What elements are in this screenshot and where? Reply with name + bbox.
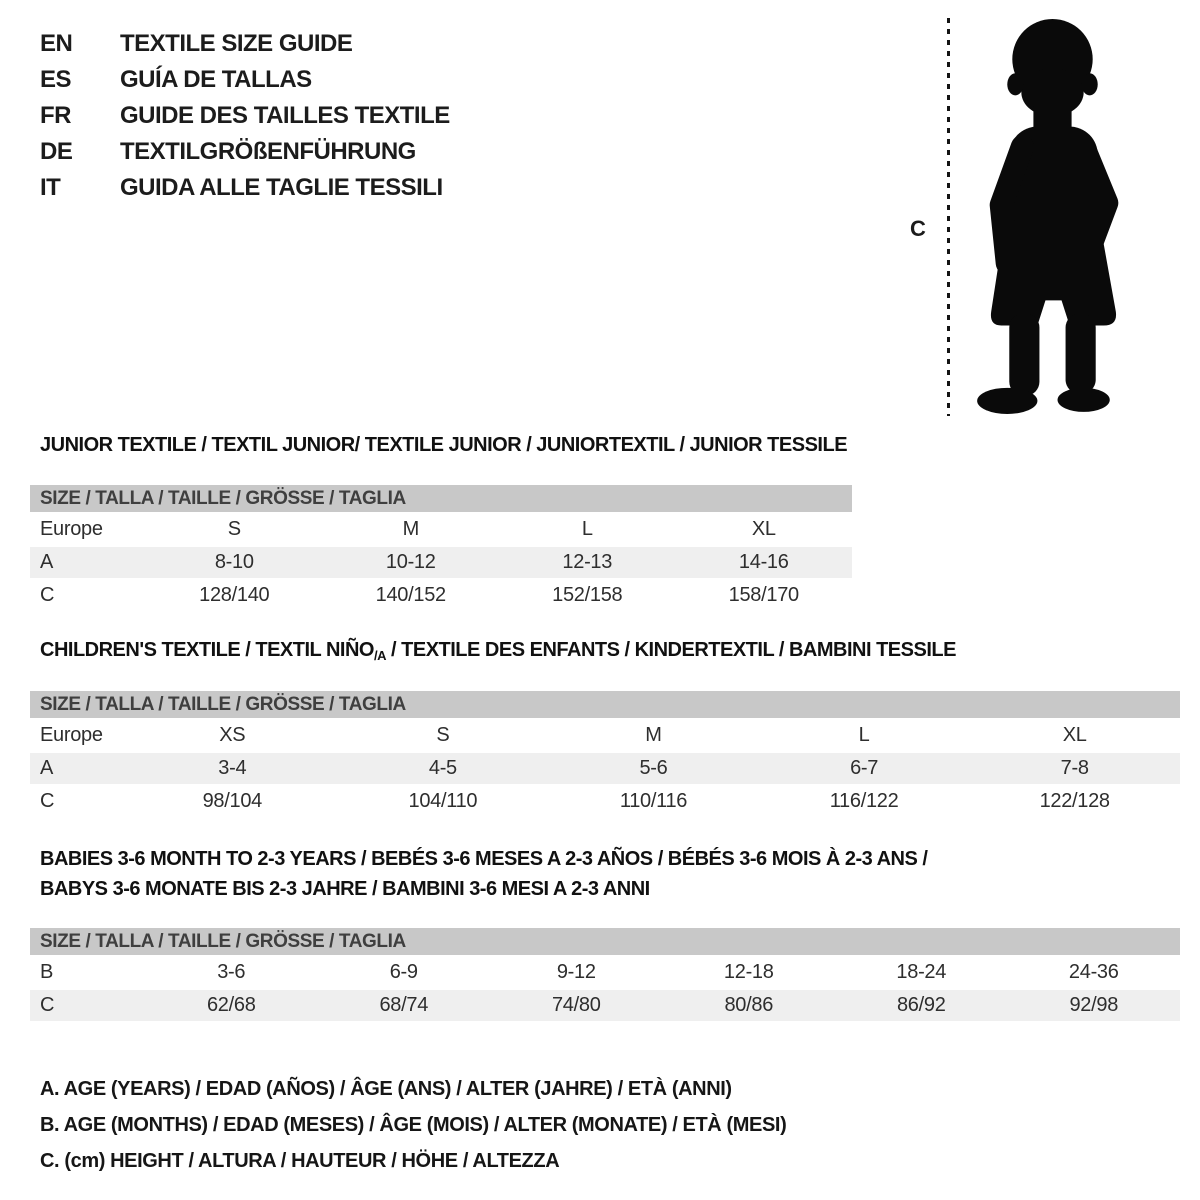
table-cell: L <box>581 518 593 540</box>
table-cell: 110/116 <box>619 790 688 812</box>
language-row <box>40 170 450 206</box>
toddler-silhouette-icon <box>965 14 1140 426</box>
table-row <box>30 753 1180 784</box>
legend-line-c: C. (cm) HEIGHT / ALTURA / HAUTEUR / HÖHE / ALTEZZA <box>40 1150 560 1172</box>
table-cell: 62/68 <box>206 994 256 1016</box>
legend-block <box>40 1071 786 1179</box>
table-cell: 104/110 <box>408 790 478 812</box>
babies-table-rows <box>30 957 1180 1021</box>
table-cell: 10-12 <box>385 551 436 573</box>
table-cell: 6-9 <box>389 961 418 983</box>
table-cell: 12-13 <box>562 551 613 573</box>
table-cell: S <box>227 518 241 540</box>
table-cell: 3-6 <box>217 961 246 983</box>
table-cell: 18-24 <box>896 961 947 983</box>
table-cell: XL <box>1062 724 1087 746</box>
table-cell: 9-12 <box>556 961 596 983</box>
guide-title: GUIDA ALLE TAGLIE TESSILI <box>120 174 443 201</box>
table-cell: 4-5 <box>428 757 457 779</box>
row-label: A <box>40 757 54 779</box>
table-cell: 12-18 <box>723 961 774 983</box>
section-title-babies-line1: BABIES 3-6 MONTH TO 2-3 YEARS / BEBÉS 3-6 MESES A 2-3 AÑOS / BÉBÉS 3-6 MOIS À 2-3 ANS / <box>40 848 928 870</box>
babies-size-table <box>30 928 1180 1021</box>
row-label: Europe <box>40 724 103 746</box>
table-cell: 158/170 <box>728 584 799 606</box>
section-title-children <box>40 639 956 663</box>
table-cell: 68/74 <box>379 994 429 1016</box>
table-cell: 116/122 <box>829 790 899 812</box>
language-row <box>40 26 450 62</box>
table-row <box>30 990 1180 1021</box>
row-label: Europe <box>40 518 103 540</box>
language-row <box>40 62 450 98</box>
language-code: DE <box>40 138 73 165</box>
section-title-children-sub: /A <box>373 648 386 663</box>
guide-title: TEXTILGRÖßENFÜHRUNG <box>120 138 416 165</box>
row-label: C <box>40 790 55 812</box>
section-title-junior: JUNIOR TEXTILE / TEXTIL JUNIOR/ TEXTILE JUNIOR / JUNIORTEXTIL / JUNIOR TESSILE <box>40 434 848 456</box>
table-cell: XS <box>219 724 246 746</box>
language-code: ES <box>40 66 72 93</box>
table-cell: 3-4 <box>218 757 247 779</box>
table-cell: M <box>402 518 419 540</box>
table-cell: 7-8 <box>1060 757 1089 779</box>
section-title-babies <box>40 844 1160 904</box>
size-header-bar: SIZE / TALLA / TAILLE / GRÖSSE / TAGLIA <box>30 485 852 512</box>
table-cell: 74/80 <box>551 994 601 1016</box>
size-header-bar: SIZE / TALLA / TAILLE / GRÖSSE / TAGLIA <box>30 691 1180 718</box>
table-cell: 122/128 <box>1039 790 1110 812</box>
row-label: C <box>40 584 55 606</box>
section-title-children-post: / TEXTILE DES ENFANTS / KINDERTEXTIL / BAMBINI TESSILE <box>385 639 956 661</box>
guide-title: GUÍA DE TALLAS <box>120 66 312 93</box>
language-code: FR <box>40 102 71 129</box>
table-cell: 86/92 <box>896 994 946 1016</box>
table-cell: 80/86 <box>724 994 774 1016</box>
children-size-table <box>30 691 1180 817</box>
table-cell: XL <box>751 518 776 540</box>
row-label: C <box>40 994 55 1016</box>
table-cell: 14-16 <box>738 551 789 573</box>
table-row <box>30 957 1180 988</box>
height-measure-label: C <box>910 216 926 241</box>
table-cell: 128/140 <box>199 584 270 606</box>
language-title-block <box>40 26 450 206</box>
junior-size-table <box>30 485 852 611</box>
height-dashed-line <box>947 18 950 416</box>
language-code: IT <box>40 174 61 201</box>
table-cell: 140/152 <box>375 584 446 606</box>
children-table-rows <box>30 720 1180 817</box>
table-cell: L <box>858 724 870 746</box>
legend-line-a: A. AGE (YEARS) / EDAD (AÑOS) / ÂGE (ANS) / ALTER (JAHRE) / ETÀ (ANNI) <box>40 1078 732 1100</box>
table-cell: 98/104 <box>202 790 262 812</box>
table-cell: 6-7 <box>850 757 879 779</box>
section-title-babies-line2: BABYS 3-6 MONATE BIS 2-3 JAHRE / BAMBINI 3-6 MESI A 2-3 ANNI <box>40 878 650 900</box>
row-label: A <box>40 551 54 573</box>
size-header-bar: SIZE / TALLA / TAILLE / GRÖSSE / TAGLIA <box>30 928 1180 955</box>
language-row <box>40 134 450 170</box>
table-row <box>30 580 852 611</box>
table-row <box>30 786 1180 817</box>
guide-title: TEXTILE SIZE GUIDE <box>120 30 353 57</box>
row-label: B <box>40 961 54 983</box>
table-cell: 8-10 <box>214 551 254 573</box>
section-title-children-pre: CHILDREN'S TEXTILE / TEXTIL NIÑO <box>40 639 374 661</box>
table-cell: 24-36 <box>1068 961 1119 983</box>
table-cell: 152/158 <box>552 584 623 606</box>
table-row <box>30 547 852 578</box>
language-code: EN <box>40 30 73 57</box>
table-row <box>30 720 1180 751</box>
table-row <box>30 514 852 545</box>
guide-title: GUIDE DES TAILLES TEXTILE <box>120 102 450 129</box>
table-cell: 5-6 <box>639 757 668 779</box>
legend-line-b: B. AGE (MONTHS) / EDAD (MESES) / ÂGE (MOIS) / ALTER (MONATE) / ETÀ (MESI) <box>40 1114 787 1136</box>
table-cell: S <box>436 724 450 746</box>
table-cell: M <box>645 724 662 746</box>
junior-table-rows <box>30 514 852 611</box>
language-row <box>40 98 450 134</box>
table-cell: 92/98 <box>1069 994 1119 1016</box>
